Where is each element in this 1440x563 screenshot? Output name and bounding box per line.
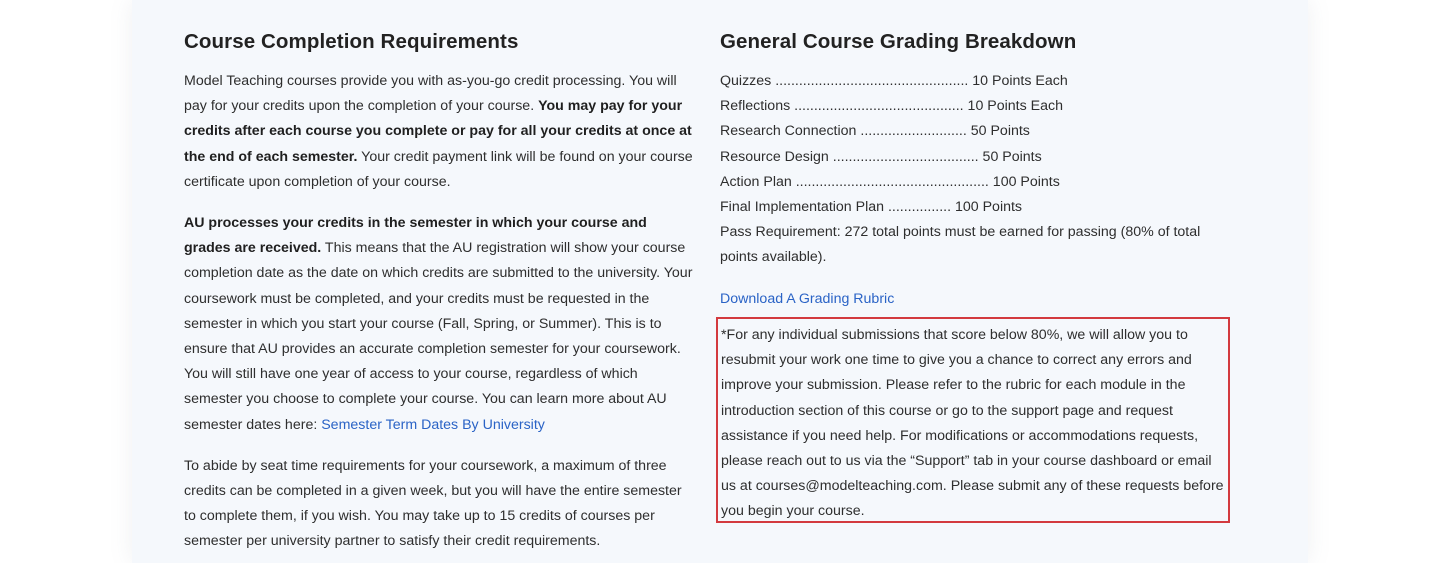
credit-processing-text-a: Model Teaching courses provide you with as-you-go credit processing. You will pay for your credits upon the completion of your course. — [184, 73, 677, 115]
grading-breakdown-section — [720, 28, 1240, 312]
credit-processing-bold: You may pay for your credits after each course you complete or pay for all your credits at once at the end of each semester. — [184, 98, 692, 165]
grade-item-quizzes: Quizzes ................................................. 10 Points Each — [720, 73, 1068, 89]
seat-time-paragraph: To abide by seat time requirements for your coursework, a maximum of three credits can be completed in a given week, but you will have the entire semester to complete them, if you wish. You may take up to 15 credits of courses per semester per university partner to satisfy their credit requirements. — [184, 457, 682, 550]
course-completion-title: Course Completion Requirements — [184, 30, 519, 53]
semester-term-dates-link[interactable]: Semester Term Dates By University — [321, 416, 545, 433]
grade-item-reflections: Reflections ........................................... 10 Points Each — [720, 98, 1063, 115]
au-processing-bold: AU processes your credits in the semester in which your course and grades are received. — [184, 215, 647, 257]
course-completion-section — [184, 28, 694, 555]
grading-breakdown-title: General Course Grading Breakdown — [720, 30, 1077, 53]
au-processing-paragraph — [184, 211, 694, 438]
grade-item-action-plan: Action Plan ................................................. 100 Points — [720, 173, 1060, 190]
resubmission-notice-text: *For any individual submissions that score below 80%, we will allow you to resubmit your work one time to give you a chance to correct any errors and improve your submission. Please refer to the rubric for each module in the introduction section of this course or go to the support page and request assistance if you need help. For modifications or accommodations requests, please reach out to us via the “Support” tab in your course dashboard or email us at courses@modelteaching.com. Please submit any of these requests before you begin your course. — [721, 327, 1224, 520]
grade-item-research-connection: Research Connection ........................... 50 Points — [720, 123, 1030, 140]
au-processing-text: This means that the AU registration will show your course completion date as the date on which credits are submitted to the university. Your coursework must be completed, and your credits must be requested in the semester in which you start your course (Fall, Spring, or Summer). This is to ensure that AU provides an accurate completion semester for your coursework. You will still have one year of access to your course, regardless of which semester you choose to complete your course. You can learn more about AU semester dates here: — [184, 240, 693, 433]
download-grading-rubric-link[interactable]: Download A Grading Rubric — [720, 290, 895, 307]
credit-processing-text-b: Your credit payment link will be found on your course certificate upon completion of your course. — [184, 148, 693, 190]
resubmission-notice-box — [716, 317, 1230, 523]
grade-item-resource-design: Resource Design ..................................... 50 Points — [720, 148, 1042, 165]
credit-processing-paragraph — [184, 69, 694, 195]
pass-requirement-text: Pass Requirement: 272 total points must be earned for passing (80% of total points available). — [720, 224, 1201, 266]
grade-item-final-implementation-plan: Final Implementation Plan ................ 100 Points — [720, 199, 1023, 216]
